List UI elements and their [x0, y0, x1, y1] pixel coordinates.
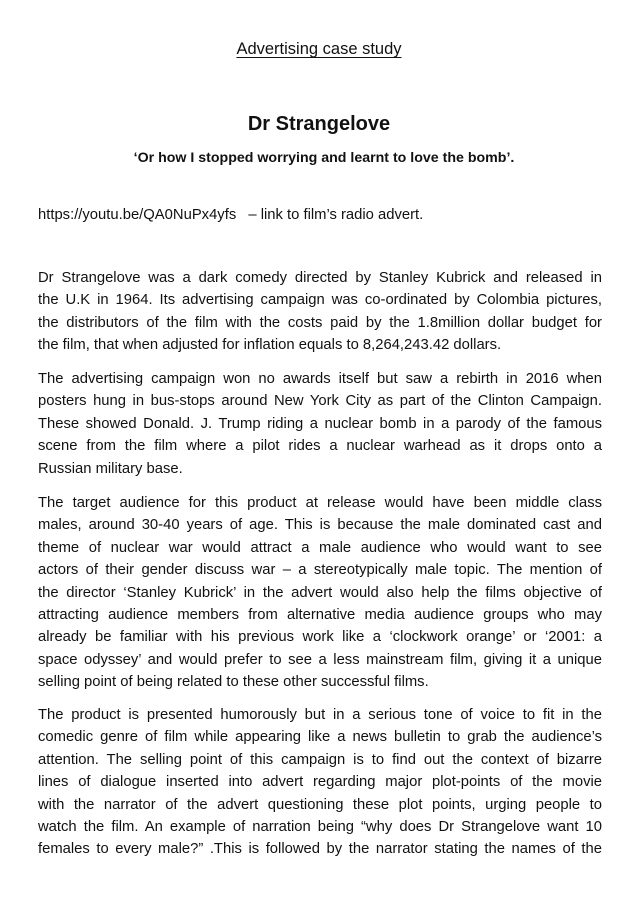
advert-link-line: [38, 207, 423, 223]
paragraph-line: with the narrator of the advert questioning these plot points, urging people to: [38, 796, 602, 813]
document-heading: Advertising case study: [236, 40, 402, 58]
paragraph-line: the U.K in 1964. Its advertising campaign was co-ordinated by Colombia pictures,: [38, 292, 602, 309]
paragraph-line: Russian military base.: [38, 460, 183, 477]
advert-link-description: – link to film’s radio advert.: [248, 207, 424, 223]
paragraph-line: the distributors of the film with the costs paid by the 1.8million dollar budget for: [38, 314, 602, 331]
paragraph-line: theme of nuclear war would attract a male audience who would want to see: [38, 539, 602, 556]
paragraph-line: already be familiar with his previous work like a ‘clockwork orange’ or ‘2001: a: [38, 629, 602, 646]
paragraph-line: attention. The selling point of this campaign is to find out the context of bizarre: [38, 751, 602, 768]
paragraph-target-audience: [38, 492, 602, 694]
paragraph-line: the director ‘Stanley Kubrick’ in the advert would also help the films objective of: [38, 584, 602, 601]
paragraph-line: selling point of being related to these other successful films.: [38, 674, 429, 691]
paragraph-line: watch the film. An example of narration being “why does Dr Strangelove want 10: [38, 818, 602, 835]
paragraph-line: posters hung in bus-stops around New York City as part of the Clinton Campaign.: [38, 393, 602, 410]
paragraph-line: Dr Strangelove was a dark comedy directed by Stanley Kubrick and released in: [38, 270, 602, 286]
paragraph-line: lines of dialogue inserted into advert regarding major plot-points of the movie: [38, 774, 602, 791]
paragraph-line: space odyssey’ and would prefer to see a less mainstream film, giving it a unique: [38, 651, 602, 668]
paragraph-line: the film, that when adjusted for inflation equals to 8,264,243.42 dollars.: [38, 337, 502, 354]
paragraph-line: males, around 30-40 years of age. This is because the male dominated cast and: [38, 517, 602, 534]
paragraph-campaign: [38, 368, 602, 480]
paragraph-line: comedic genre of film while appearing like a news bulletin to grab the audience’s: [38, 729, 602, 746]
paragraph-line: The product is presented humorously but in a serious tone of voice to fit in the: [38, 707, 602, 723]
paragraph-line: These showed Donald. J. Trump riding a nuclear bomb in a parody of the famous: [38, 415, 602, 432]
document-title: Dr Strangelove: [247, 113, 391, 135]
paragraph-line: attracting audience members from alternative media audience groups who may: [38, 606, 602, 623]
paragraph-line: females to every male?” .This is followed by the narrator stating the names of the: [38, 841, 602, 858]
paragraph-line: The advertising campaign won no awards itself but saw a rebirth in 2016 when: [38, 371, 602, 387]
paragraph-presentation: [38, 704, 602, 861]
document-subtitle: ‘Or how I stopped worrying and learnt to love the bomb’.: [133, 150, 515, 166]
paragraph-line: actors of their gender discuss war – a stereotypically male topic. The mention of: [38, 562, 602, 579]
paragraph-line: The target audience for this product at release would have been middle class: [38, 495, 602, 511]
paragraph-line: scene from the film where a pilot rides a nuclear warhead as it drops onto a: [38, 438, 602, 455]
paragraph-release: [38, 267, 602, 357]
advert-link-url[interactable]: https://youtu.be/QA0NuPx4yfs: [38, 207, 237, 223]
